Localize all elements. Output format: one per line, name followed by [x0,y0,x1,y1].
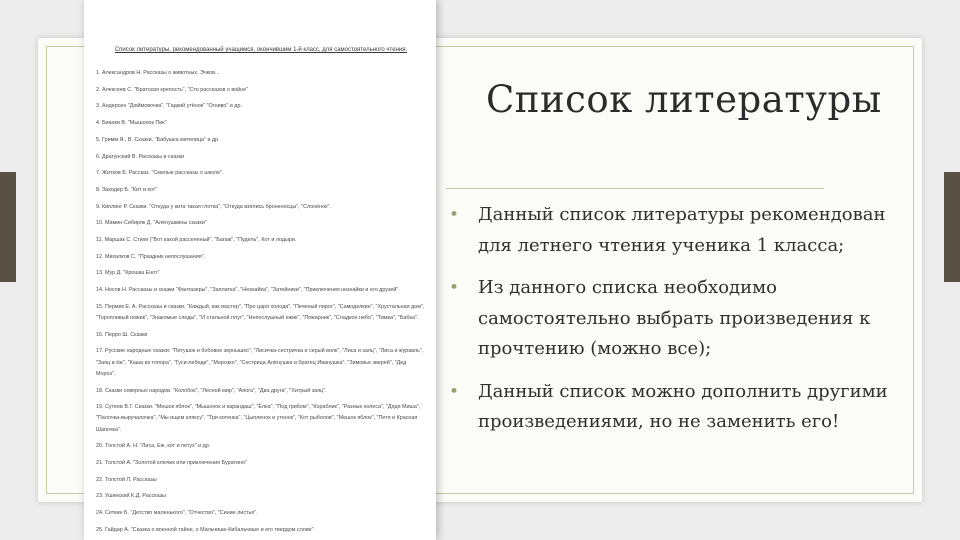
document-list-item: 23. Ушинский К.Д. Рассказы [96,493,166,500]
document-list-item: 25. Гайдар А. "Сказка о военной тайне, о Мальчише-Кибальчише и его твердом слове" [96,526,314,533]
bullet-text: Данный список литературы рекомендован для летнего чтения ученика 1 класса; [478,204,886,256]
document-list-item: 2. Алексеев С. "Братская крепость", "Сто рассказов о войне" [96,86,249,93]
title-divider [446,188,824,189]
document-list-item: 14. Носов Н. Рассказы и сказки "Фантазеры", "Заплатка", "Незнайка", "Затейники", "Приключения незнайки и его друзей". [96,287,400,294]
document-list-item: 15. Пермяк Е. А. Рассказы и сказки. "Каждый, как мастер", "Про царя холода", "Печеный пирог", "Самоделкин", "Хрустальная дом", "Торопливый ножик", "Знакомые следы", "И стальной плуг", "Непослушный ежик", "Пожарник", "Сладкое небо", "Тимка", "Бабка". [96,303,425,322]
document-page-image [84,0,436,540]
bullet-text: Данный список можно дополнить другими произведениями, но не заменить его! [478,380,888,432]
document-list-item: 21. Толстой А. "Золотой ключик или приключения Буратино" [96,460,247,467]
bullet-dot-icon: • [449,278,460,298]
document-list-item: 9. Киплинг Р. Сказки. "Откуда у кита такая глотка", "Откуда взялись броненосцы", "Слонёнок". [96,203,331,210]
bullet-dot-icon: • [449,381,460,402]
document-list [96,68,426,540]
bullet-item [448,200,888,261]
right-decor-bar [944,172,960,282]
document-list-item: 11. Маршак С. Стихи ("Вот какой рассеянный", "Багаж", "Пудель", Кот и лодыри. [96,237,297,244]
document-list-item: 10. Мамин-Сибиряк Д. "Алёнушкины сказки" [96,220,207,227]
document-list-item: 8. Заходер Б. "Кит и кот" [96,186,158,193]
document-list-item: 19. Сутеев В.Г. Сказки. "Мешок яблок", "Мышонок и карандаш", "Ёлка", "Под грибом", "Кораблик", "Разные колеса", "Дядя Миша", "Палочка-выручалочка", "Мы ищем кляксу", "Три котенка", "Цыпленок и утенок", "Кот рыболов", "Мешок яблок", "Петя и Красная Шапочка". [96,404,421,433]
bullet-list [448,200,888,450]
left-decor-bar [0,172,16,282]
document-list-item: 13. Мур Д. "Крошка Енот" [96,270,160,277]
document-list-item: 16. Перро Ш. Сказки [96,331,148,338]
bullet-item [448,273,888,365]
slide-title: Список литературы [486,78,882,121]
document-list-item: 1. Александров Н. Рассказы о животных. Эчков... [96,70,220,76]
document-list-item: 18. Сказки северных народов. "Колобок", "Лесной мир", "Аяога", "Два друга", "Хитрый заяц". [96,387,327,394]
document-list-item: 5. Гримм Я., В. Сказки. "Бабушка метелица" и др. [96,136,220,143]
document-list-item: 20. Толстой А. Н. "Лиса, Еж, кот и петух" и др. [96,443,211,450]
document-list-item: 17. Русские народные сказки: "Петушок и бобовое зернышко", "Лисичка-сестричка и серый волк", "Лиса и заяц", "Лиса и журавль", "Заяц и ёж", "Каша из топора", "Гуси-лебеди", "Морозко", "Сестрица Алёнушка и братец Иванушка", "Зимовье зверей", "Дед Мороз". [96,348,424,377]
bullet-dot-icon: • [449,205,460,225]
document-list-item: 24. Сеткин Б. "Детство маленького", "Отчество", "Синие листья". [96,510,258,517]
document-list-item: 12. Михалков С. "Праздник непослушания". [96,253,206,260]
bullet-item [448,377,888,438]
bullet-text: Из данного списка необходимо самостоятельно выбрать произведения к прочтению (можно все); [478,277,871,359]
document-list-item: 22. Толстой Л. Рассказы [96,476,157,483]
document-heading: Список литературы, рекомендованный учащимся, окончившим 1-й класс, для самостоятельного чтения. [114,47,408,53]
document-list-item: 6. Драгунский В. Рассказы и сказки [96,153,184,160]
document-list-item: 4. Бианки В. "Мышонок Пик" [96,120,167,127]
document-list-item: 3. Андерсен "Дюймовочка", "Гадкий утёнок" "Огниво" и др. [96,103,242,110]
document-list-item: 7. Житков Б. Рассказ. "Смелые рассказы о школе". [96,170,224,177]
